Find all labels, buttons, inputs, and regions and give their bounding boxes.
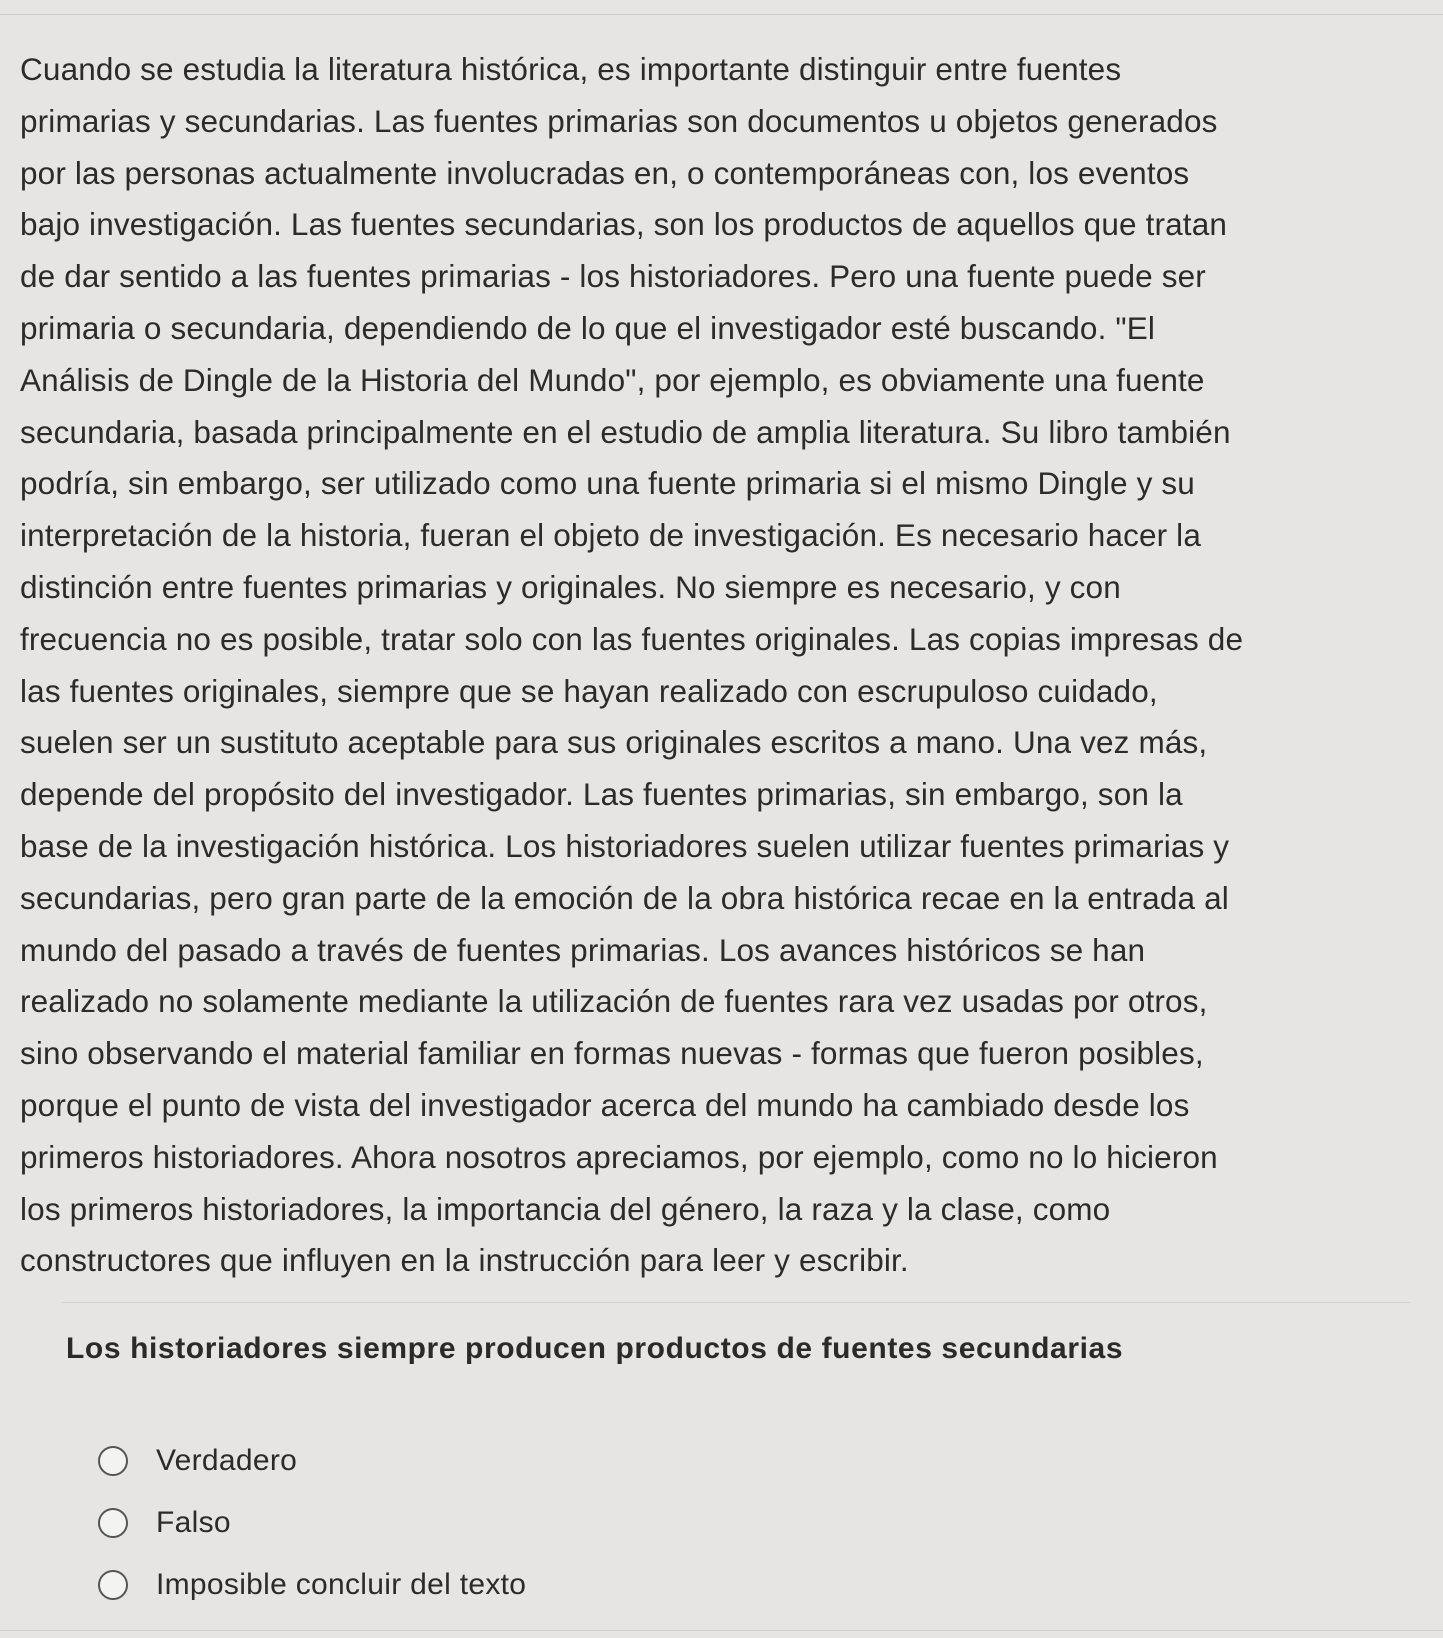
radio-button-icon[interactable] (98, 1570, 128, 1600)
passage-line: suelen ser un sustituto aceptable para sus originales escritos a mano. Una vez más, (20, 724, 1208, 761)
option-imposible-concluir[interactable] (98, 1554, 998, 1616)
passage-line: sino observando el material familiar en formas nuevas - formas que fueron posibles, (20, 1035, 1204, 1072)
answer-options (98, 1430, 998, 1616)
passage-line: secundaria, basada principalmente en el estudio de amplia literatura. Su libro también (20, 413, 1231, 450)
passage-line: Análisis de Dingle de la Historia del Mundo", por ejemplo, es obviamente una fuente (20, 361, 1205, 398)
option-label: Falso (156, 1506, 231, 1539)
passage-line: primarias y secundarias. Las fuentes primarias son documentos u objetos generados (20, 102, 1218, 139)
passage-line: las fuentes originales, siempre que se hayan realizado con escrupuloso cuidado, (20, 672, 1158, 709)
passage-line: porque el punto de vista del investigador acerca del mundo ha cambiado desde los (20, 1086, 1190, 1123)
passage-line: distinción entre fuentes primarias y originales. No siempre es necesario, y con (20, 568, 1121, 605)
passage-line: mundo del pasado a través de fuentes primarias. Los avances históricos se han (20, 931, 1146, 968)
radio-button-icon[interactable] (98, 1446, 128, 1476)
passage-line: frecuencia no es posible, tratar solo con las fuentes originales. Las copias impresas de (20, 620, 1244, 657)
question-divider (62, 1302, 1410, 1303)
passage-line: primaria o secundaria, dependiendo de lo que el investigador esté buscando. "El (20, 309, 1156, 346)
passage-line: primeros historiadores. Ahora nosotros apreciamos, por ejemplo, como no lo hicieron (20, 1138, 1218, 1175)
option-label: Verdadero (156, 1444, 298, 1477)
radio-button-icon[interactable] (98, 1508, 128, 1538)
passage-line: interpretación de la historia, fueran el objeto de investigación. Es necesario hacer la (20, 517, 1201, 554)
option-label: Imposible concluir del texto (156, 1568, 527, 1601)
passage-line: base de la investigación histórica. Los historiadores suelen utilizar fuentes primarias y (20, 827, 1230, 864)
passage-line: constructores que influyen en la instrucción para leer y escribir. (20, 1242, 909, 1279)
option-falso[interactable] (98, 1492, 998, 1554)
passage-line: por las personas actualmente involucradas en, o contemporáneas con, los eventos (20, 154, 1190, 191)
question-prompt: Los historiadores siempre producen productos de fuentes secundarias (66, 1332, 1124, 1365)
option-verdadero[interactable] (98, 1430, 998, 1492)
passage-line: bajo investigación. Las fuentes secundarias, son los productos de aquellos que tratan (20, 206, 1228, 243)
top-divider (0, 14, 1443, 15)
passage-line: secundarias, pero gran parte de la emoción de la obra histórica recae en la entrada al (20, 879, 1229, 916)
passage-line: realizado no solamente mediante la utilización de fuentes rara vez usadas por otros, (20, 983, 1208, 1020)
passage-line: los primeros historiadores, la importancia del género, la raza y la clase, como (20, 1190, 1111, 1227)
passage-line: de dar sentido a las fuentes primarias - los historiadores. Pero una fuente puede ser (20, 258, 1206, 295)
bottom-divider (0, 1630, 1443, 1631)
passage-line: podría, sin embargo, ser utilizado como una fuente primaria si el mismo Dingle y su (20, 465, 1195, 502)
passage-line: Cuando se estudia la literatura histórica, es importante distinguir entre fuentes (20, 51, 1122, 87)
reading-passage (20, 44, 1415, 1287)
passage-line: depende del propósito del investigador. Las fuentes primarias, sin embargo, son la (20, 776, 1183, 813)
